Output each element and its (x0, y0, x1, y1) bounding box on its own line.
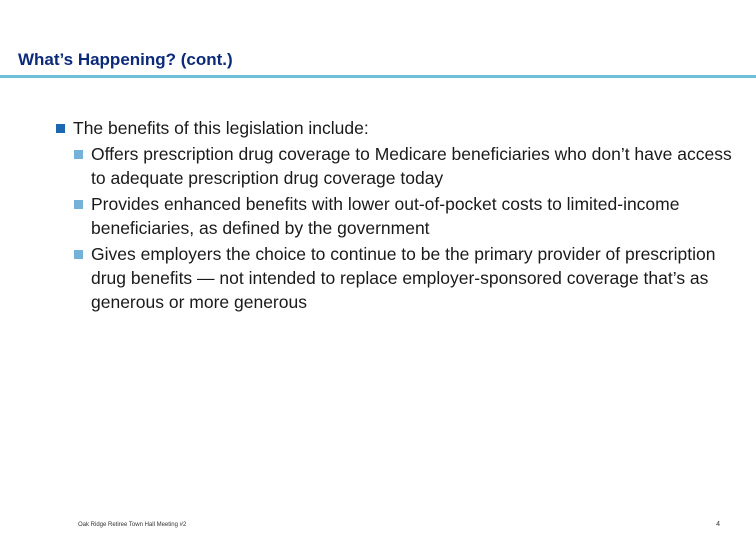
sub-bullet-item (55, 142, 745, 190)
square-bullet-icon (74, 200, 83, 209)
square-bullet-icon (74, 150, 83, 159)
sub-bullet-item (55, 192, 745, 240)
footer-caption: Oak Ridge Retiree Town Hall Meeting #2 (78, 522, 187, 528)
bullet-list (55, 116, 745, 314)
sub-bullet-text: Gives employers the choice to continue to be the primary provider of prescription drug benefits — not intended to replace employer-sponsored coverage that’s as generous or more generous (91, 244, 716, 312)
bullet-text: The benefits of this legislation include: (73, 118, 369, 138)
sub-bullet-text: Provides enhanced benefits with lower out-of-pocket costs to limited-income beneficiaries, as defined by the government (91, 194, 680, 238)
page-number: 4 (716, 521, 720, 528)
square-bullet-icon (56, 124, 65, 133)
bullet-item (55, 116, 745, 140)
slide-title: What’s Happening? (cont.) (18, 50, 233, 69)
square-bullet-icon (74, 250, 83, 259)
title-divider (0, 75, 756, 78)
sub-bullet-item (55, 242, 745, 314)
sub-bullet-text: Offers prescription drug coverage to Medicare beneficiaries who don’t have access to adequate prescription drug coverage today (91, 144, 732, 188)
